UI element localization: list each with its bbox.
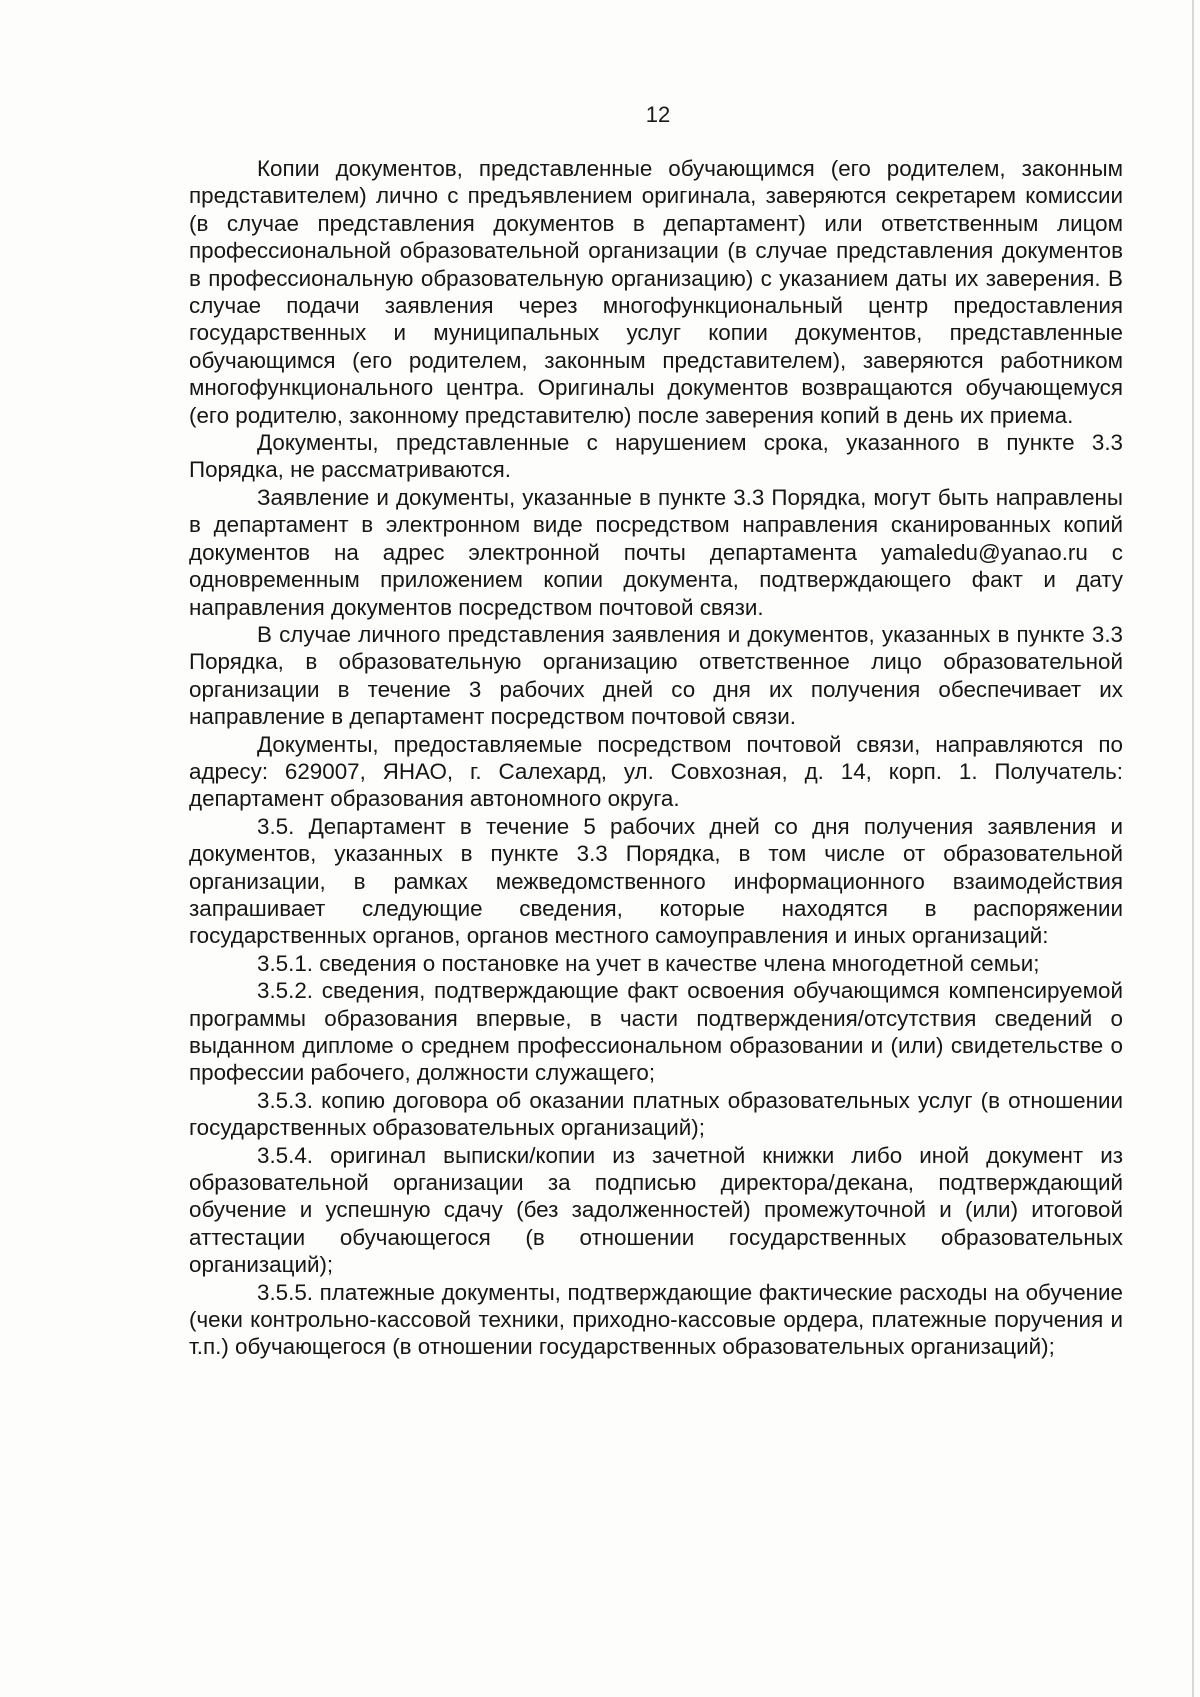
paragraph-item-3-5-1: 3.5.1. сведения о постановке на учет в качестве члена многодетной семьи; [257,950,1040,976]
paragraph-section-3-5: 3.5. Департамент в течение 5 рабочих дней со дня получения заявления и документов, указанных в пункте 3.3 Порядка, в том числе от образовательной организации, в рамках межведомственного информационного взаимодействия запрашивает следующие сведения, которые находятся в распоряжении государственных органов, органов местного самоуправления и иных организаций: [189,813,1123,949]
page-number: 12 [645,102,671,127]
paragraph-electronic-submission: Заявление и документы, указанные в пункте 3.3 Порядка, могут быть направлены в департамент в электронном виде посредством направления сканированных копий документов на адрес электронной почты департамента yamaledu@yanao.ru с одновременным приложением копии документа, подтверждающего факт и дату направления документов посредством почтовой связи. [189,484,1123,620]
scan-edge-divider [1192,0,1194,1697]
paragraph-personal-submission: В случае личного представления заявления и документов, указанных в пункте 3.3 Порядка, в образовательную организацию ответственное лицо образовательной организации в течение 3 рабочих дней со дня их получения обеспечивает их направление в департамент посредством почтовой связи. [189,621,1123,730]
paragraph-item-3-5-2: 3.5.2. сведения, подтверждающие факт освоения обучающимся компенсируемой программы образования впервые, в части подтверждения/отсутствия сведений о выданном дипломе о среднем профессиональном образовании и (или) свидетельстве о профессии рабочего, должности служащего; [189,978,1123,1086]
paragraph-copies-certification: Копии документов, представленные обучающимся (его родителем, законным представителем) лично с предъявлением оригинала, заверяются секретарем комиссии (в случае представления документов в департамент) или ответственным лицом профессиональной образовательной организации (в случае представления документов в профессиональную образовательную организацию) с указанием даты их заверения. В случае подачи заявления через многофункциональный центр предоставления государственных и муниципальных услуг копии документов, представленные обучающимся (его родителем, законным представителем), заверяются работником многофункционального центра. Оригиналы документов возвращаются обучающемуся (его родителю, законному представителю) после заверения копий в день их приема. [189,156,1123,428]
paragraph-item-3-5-4: 3.5.4. оригинал выписки/копии из зачетной книжки либо иной документ из образовательной организации за подписью директора/декана, подтверждающий обучение и успешную сдачу (без задолженностей) промежуточной и (или) итоговой аттестации обучающегося (в отношении государственных образовательных организаций); [189,1142,1123,1278]
document-body [189,155,1123,1361]
paragraph-deadline-violation: Документы, представленные с нарушением срока, указанного в пункте 3.3 Порядка, не рассматриваются. [189,430,1123,483]
paragraph-item-3-5-5: 3.5.5. платежные документы, подтверждающие фактические расходы на обучение (чеки контрольно-кассовой техники, приходно-кассовые ордера, платежные поручения и т.п.) обучающегося (в отношении государственных образовательных организаций); [189,1279,1123,1360]
paragraph-item-3-5-3: 3.5.3. копию договора об оказании платных образовательных услуг (в отношении государственных образовательных организаций); [189,1087,1123,1141]
paragraph-postal-address: Документы, предоставляемые посредством почтовой связи, направляются по адресу: 629007, ЯНАО, г. Салехард, ул. Совхозная, д. 14, корп. 1. Получатель: департамент образования автономного округа. [189,731,1123,812]
